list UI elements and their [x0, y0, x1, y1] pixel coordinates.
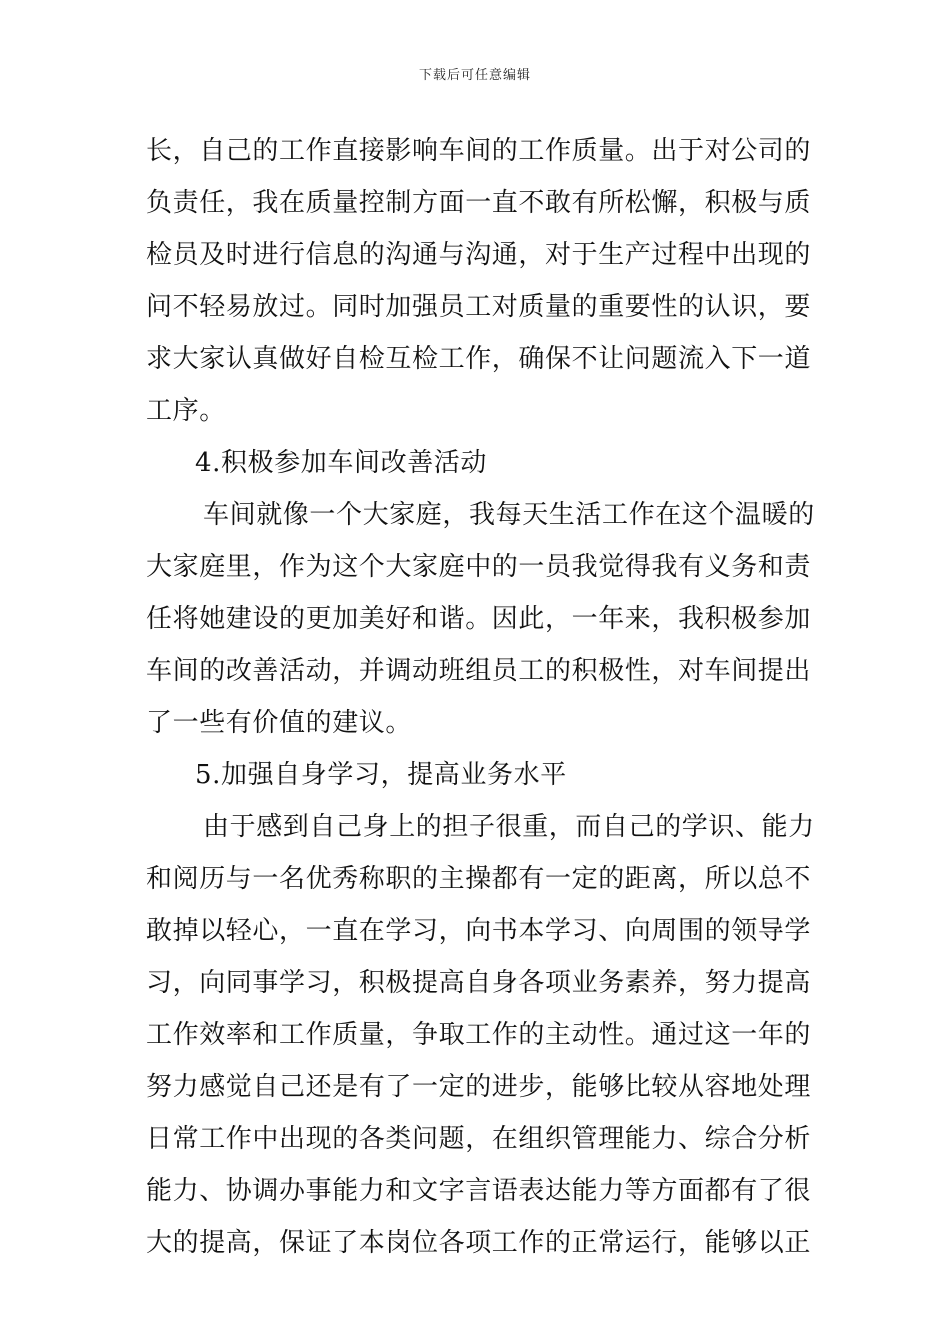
- body-line: 车间的改善活动，并调动班组员工的积极性，对车间提出: [146, 656, 812, 686]
- body-line: 求大家认真做好自检互检工作，确保不让问题流入下一道: [146, 344, 812, 374]
- body-line: 大家庭里，作为这个大家庭中的一员我觉得我有义务和责: [146, 552, 812, 582]
- body-line: 工作效率和工作质量，争取工作的主动性。通过这一年的: [146, 1020, 812, 1050]
- body-line: 任将她建设的更加美好和谐。因此，一年来，我积极参加: [146, 604, 812, 634]
- body-line: 了一些有价值的建议。: [146, 708, 413, 738]
- body-line: 工序。: [146, 396, 226, 426]
- body-line: 敢掉以轻心，一直在学习，向书本学习、向周围的领导学: [146, 916, 812, 946]
- body-line: 负责任，我在质量控制方面一直不敢有所松懈，积极与质: [146, 188, 812, 218]
- section-heading-4: 4.积极参加车间改善活动: [195, 448, 488, 478]
- body-line: 日常工作中出现的各类问题，在组织管理能力、综合分析: [146, 1124, 812, 1154]
- body-line: 习，向同事学习，积极提高自身各项业务素养，努力提高: [146, 968, 812, 998]
- section-heading-5: 5.加强自身学习，提高业务水平: [195, 760, 567, 790]
- body-line: 长，自己的工作直接影响车间的工作质量。出于对公司的: [146, 136, 812, 166]
- body-line: 能力、协调办事能力和文字言语表达能力等方面都有了很: [146, 1176, 812, 1206]
- document-body: [146, 125, 815, 1269]
- body-line: 车间就像一个大家庭，我每天生活工作在这个温暖的: [203, 500, 815, 530]
- body-line: 和阅历与一名优秀称职的主操都有一定的距离，所以总不: [146, 864, 812, 894]
- body-line: 检员及时进行信息的沟通与沟通，对于生产过程中出现的: [146, 240, 812, 270]
- body-line: 问不轻易放过。同时加强员工对质量的重要性的认识，要: [146, 292, 812, 322]
- page-header: 下载后可任意编辑: [418, 68, 531, 83]
- body-line: 大的提高，保证了本岗位各项工作的正常运行，能够以正: [146, 1228, 812, 1258]
- body-line: 由于感到自己身上的担子很重，而自己的学识、能力: [203, 812, 815, 842]
- body-line: 努力感觉自己还是有了一定的进步，能够比较从容地处理: [146, 1072, 812, 1102]
